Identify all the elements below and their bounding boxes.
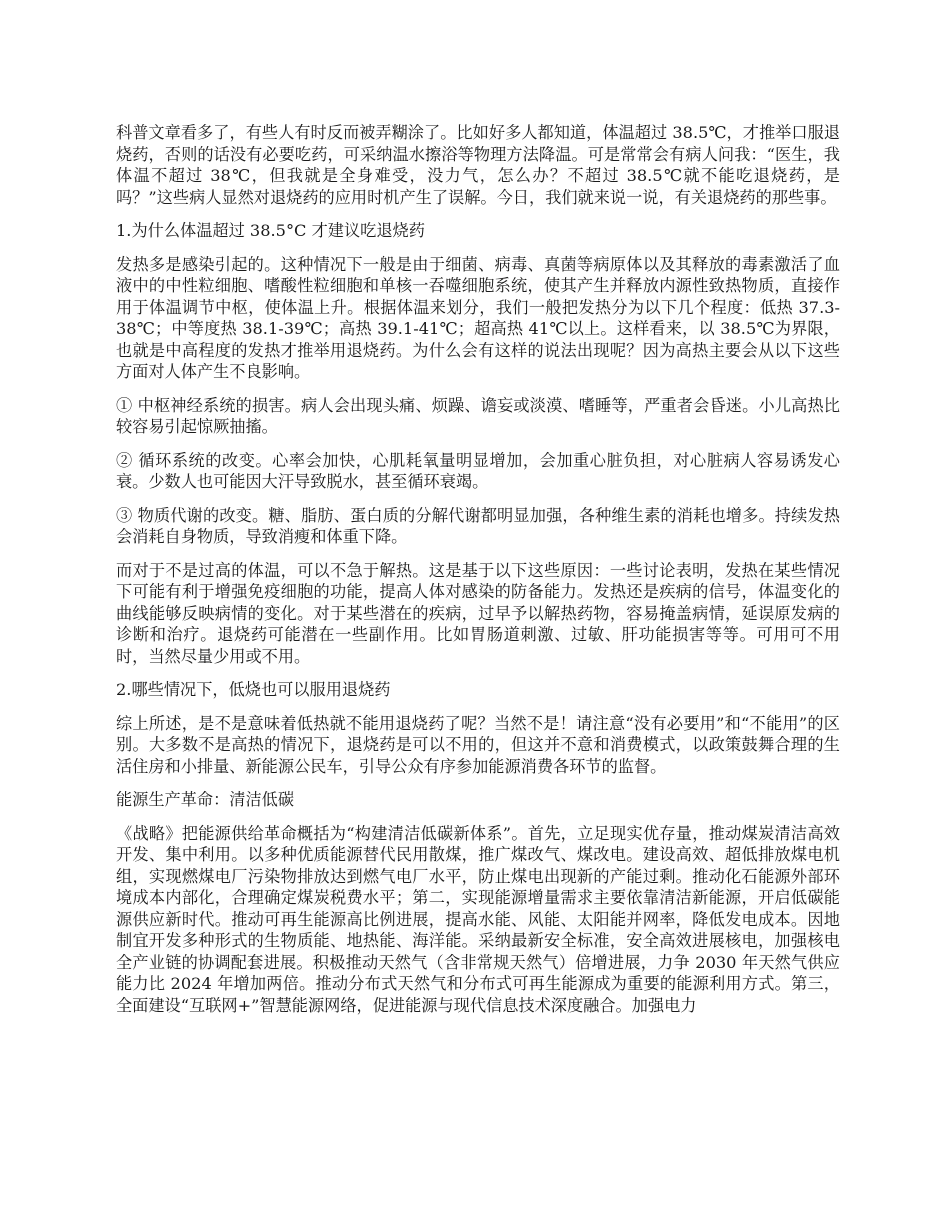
summary-paragraph: 综上所述，是不是意味着低热就不能用退烧药了呢？当然不是！请注意“没有必要用”和“不能用”的区别。大多数不是高热的情况下，退烧药是可以不用的，但这并不意和消费模式，以政策鼓舞合理的生活住房和小排量、新能源公民车，引导公众有序参加能源消费各环节的监督。 <box>116 713 840 776</box>
section-heading-energy: 能源生产革命：清洁低碳 <box>116 790 295 809</box>
list-item-nervous-system: ① 中枢神经系统的损害。病人会出现头痛、烦躁、谵妄或淡漠、嗜睡等，严重者会昏迷。小儿高热比较容易引起惊厥抽搐。 <box>116 395 840 436</box>
document-body <box>116 122 840 1028</box>
low-fever-paragraph: 而对于不是过高的体温，可以不急于解热。这是基于以下这些原因：一些讨论表明，发热在某些情况下可能有利于增强免疫细胞的功能，提高人体对感染的防备能力。发热还是疾病的信号，体温变化的曲线能够反映病情的变化。对于某些潜在的疾病，过早予以解热药物，容易掩盖病情，延误原发病的诊断和治疗。退烧药可能潜在一些副作用。比如胃肠道刺激、过敏、肝功能损害等等。可用可不用时，当然尽量少用或不用。 <box>116 560 840 666</box>
list-item-circulatory-system: ② 循环系统的改变。心率会加快，心肌耗氧量明显增加，会加重心脏负担，对心脏病人容易诱发心衰。少数人也可能因大汗导致脱水，甚至循环衰竭。 <box>116 450 840 491</box>
fever-causes-paragraph: 发热多是感染引起的。这种情况下一般是由于细菌、病毒、真菌等病原体以及其释放的毒素激活了血液中的中性粒细胞、嗜酸性粒细胞和单核一吞噬细胞系统，使其产生并释放内源性致热物质，直接作用于体温调节中枢，使体温上升。根据体温来划分，我们一般把发热分为以下几个程度：低热 37.3-38℃；中等度热 38.1-39℃；高热 39.1-41℃；超高热 41℃以上。这样看来，以 38.5℃为界限，也就是中高程度的发热才推举用退烧药。为什么会有这样的说法出现呢？因为高热主要会从以下这些方面对人体产生不良影响。 <box>116 254 840 381</box>
section-heading-1: 1.为什么体温超过 38.5°C 才建议吃退烧药 <box>116 221 425 240</box>
intro-paragraph: 科普文章看多了，有些人有时反而被弄糊涂了。比如好多人都知道，体温超过 38.5℃，才推举口服退烧药，否则的话没有必要吃药，可采纳温水擦浴等物理方法降温。可是常常会有病人问我：“医生，我体温不超过 38℃，但我就是全身难受，没力气，怎么办？不超过 38.5℃就不能吃退烧药，是吗？”这些病人显然对退烧药的应用时机产生了误解。今日，我们就来说一说，有关退烧药的那些事。 <box>116 123 840 207</box>
energy-strategy-paragraph: 《战略》把能源供给革命概括为“构建清洁低碳新体系”。首先，立足现实优存量，推动煤炭清洁高效开发、集中利用。以多种优质能源替代民用散煤，推广煤改气、煤改电。建设高效、超低排放煤电机组，实现燃煤电厂污染物排放达到燃气电厂水平，防止煤电出现新的产能过剩。推动化石能源外部环境成本内部化，合理确定煤炭税费水平；第二，实现能源增量需求主要依靠清洁新能源，开启低碳能源供应新时代。推动可再生能源高比例进展，提高水能、风能、太阳能并网率，降低发电成本。因地制宜开发多种形式的生物质能、地热能、海洋能。采纳最新安全标准，安全高效进展核电，加强核电全产业链的协调配套进展。积极推动天然气（含非常规天然气）倍增进展，力争 2030 年天然气供应能力比 2024 年增加两倍。推动分布式天然气和分布式可再生能源成为重要的能源利用方式。第三，全面建设“互联网+”智慧能源网络，促进能源与现代信息技术深度融合。加强电力 <box>116 823 840 1015</box>
section-heading-2: 2.哪些情况下，低烧也可以服用退烧药 <box>116 680 391 699</box>
list-item-metabolism: ③ 物质代谢的改变。糖、脂肪、蛋白质的分解代谢都明显加强，各种维生素的消耗也增多。持续发热会消耗自身物质，导致消瘦和体重下降。 <box>116 505 840 546</box>
